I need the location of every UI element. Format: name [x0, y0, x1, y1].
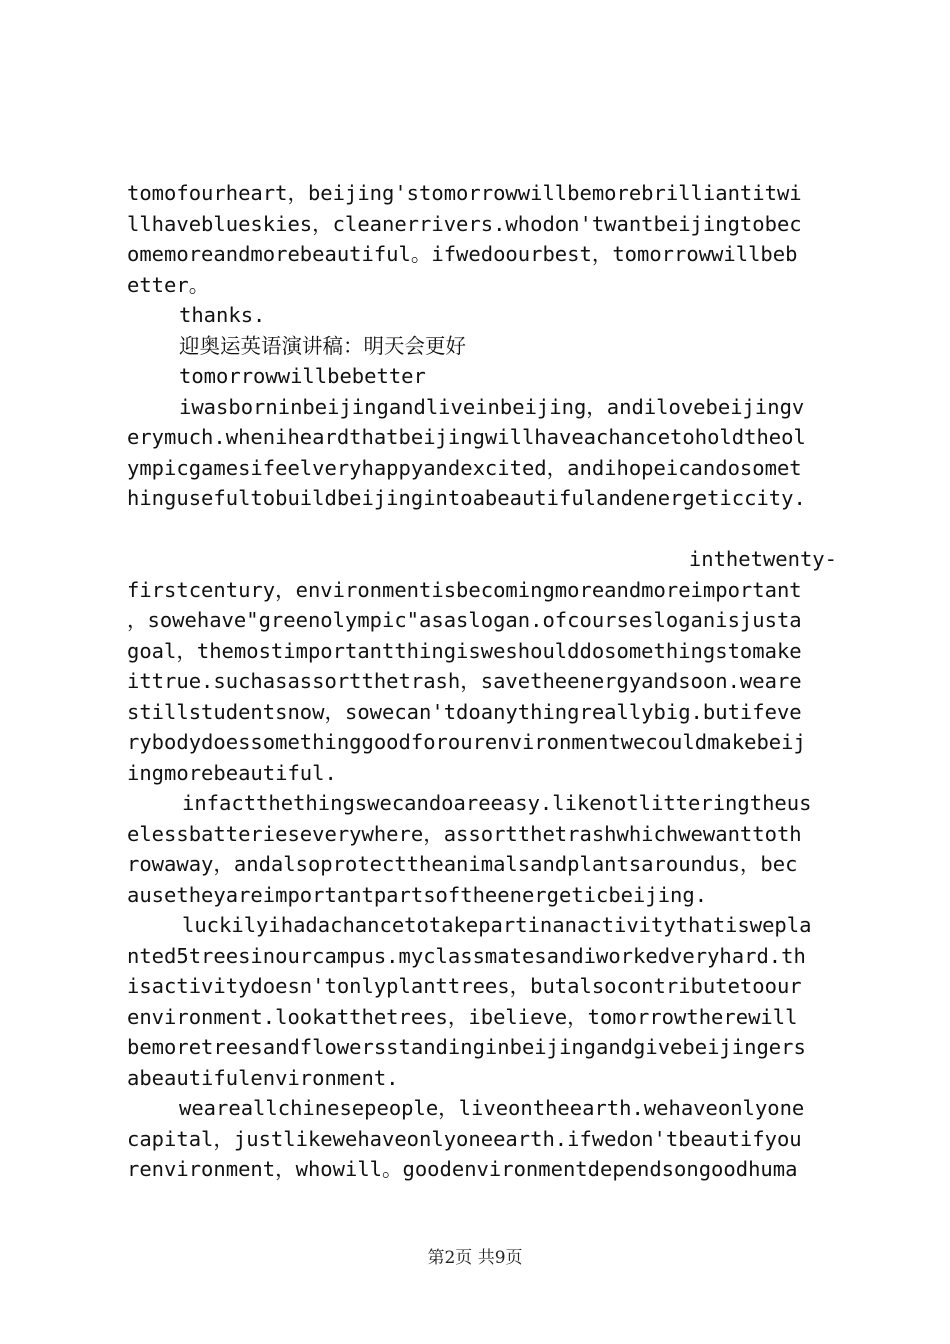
blank-line: [127, 514, 837, 545]
text-line: stillstudentsnow，sowecan'tdoanythingreallybig.butifeve: [127, 699, 802, 724]
text-line: hingusefultobuildbeijingintoabeautifulandenergeticcity.: [127, 486, 806, 510]
text-line: infactthethingswecandoareeasy.likenotlitteringtheus: [182, 791, 812, 815]
text-line: llhaveblueskies，cleanerrivers.whodon'twantbeijingtobec: [127, 211, 802, 236]
text-line: tomofourheart，beijing'stomorrowwillbemorebrilliantitwi: [127, 181, 802, 205]
text-line: elessbatterieseverywhere，assortthetrashwhichwewanttoth: [127, 821, 802, 846]
text-line: ympicgamesifeelveryhappyandexcited，andihopeicandosomet: [127, 455, 802, 480]
text-line: firstcentury，environmentisbecomingmoreandmoreimportant: [127, 577, 802, 602]
text-line: renvironment，whowill。goodenvironmentdependsongoodhuma: [127, 1157, 798, 1181]
text-line: goal，themostimportantthingisweshoulddosomethingstomake: [127, 638, 802, 663]
text-line: abeautifulenvironment.: [127, 1065, 399, 1090]
text-line: isactivitydoesn'tonlyplanttrees，butalsocontributetoour: [127, 974, 802, 998]
text-line: thanks.: [179, 303, 266, 327]
text-line: erymuch.wheniheardthatbeijingwillhaveachancetoholdtheol: [127, 425, 806, 449]
text-line: ingmorebeautiful.: [127, 760, 337, 785]
text-line: ausetheyareimportantpartsoftheenergeticbeijing.: [127, 882, 708, 907]
page-number-footer: 第2页 共9页: [427, 1248, 523, 1268]
text-line: rybodydoessomethinggoodforourenvironmentwecouldmakebeij: [127, 730, 806, 754]
text-line: inthetwenty-: [688, 547, 837, 571]
text-line: weareallchinesepeople，liveontheearth.wehaveonlyone: [179, 1096, 805, 1120]
document-body: [127, 178, 837, 1185]
text-line: ittrue.suchasassortthetrash，savetheenergyandsoon.weare: [127, 669, 802, 693]
text-line: bemoretreesandflowersstandinginbeijingandgivebeijingers: [127, 1035, 806, 1059]
text-line: etter。: [127, 272, 210, 297]
text-line: ，sowehave"greenolympic"asaslogan.ofcoursesloganisjusta: [127, 608, 802, 632]
text-line: luckilyihadachancetotakepartinanactivitythatisweplа: [182, 913, 812, 937]
section-heading: 迎奥运英语演讲稿：明天会更好: [179, 333, 466, 358]
text-line: environment.lookatthetrees，ibelieve，tomorrowtherewill: [127, 1004, 798, 1029]
text-line: capital，justlikewehaveonlyoneearth.ifwedon'tbeautifyou: [127, 1126, 802, 1151]
text-line: omemoreandmorebeautiful。ifwedoourbest，tomorrowwillbeb: [127, 242, 798, 266]
text-line: nted5treesinourcampus.myclassmatesandiworkedveryhard.th: [127, 943, 806, 968]
text-line: rowaway，andalsoprotecttheanimalsandplantsaroundus，bec: [127, 852, 798, 876]
text-line: iwasborninbeijingandliveinbeijing，andilovebeijingv: [179, 394, 805, 419]
speech-title: tomorrowwillbebetter: [179, 364, 426, 388]
